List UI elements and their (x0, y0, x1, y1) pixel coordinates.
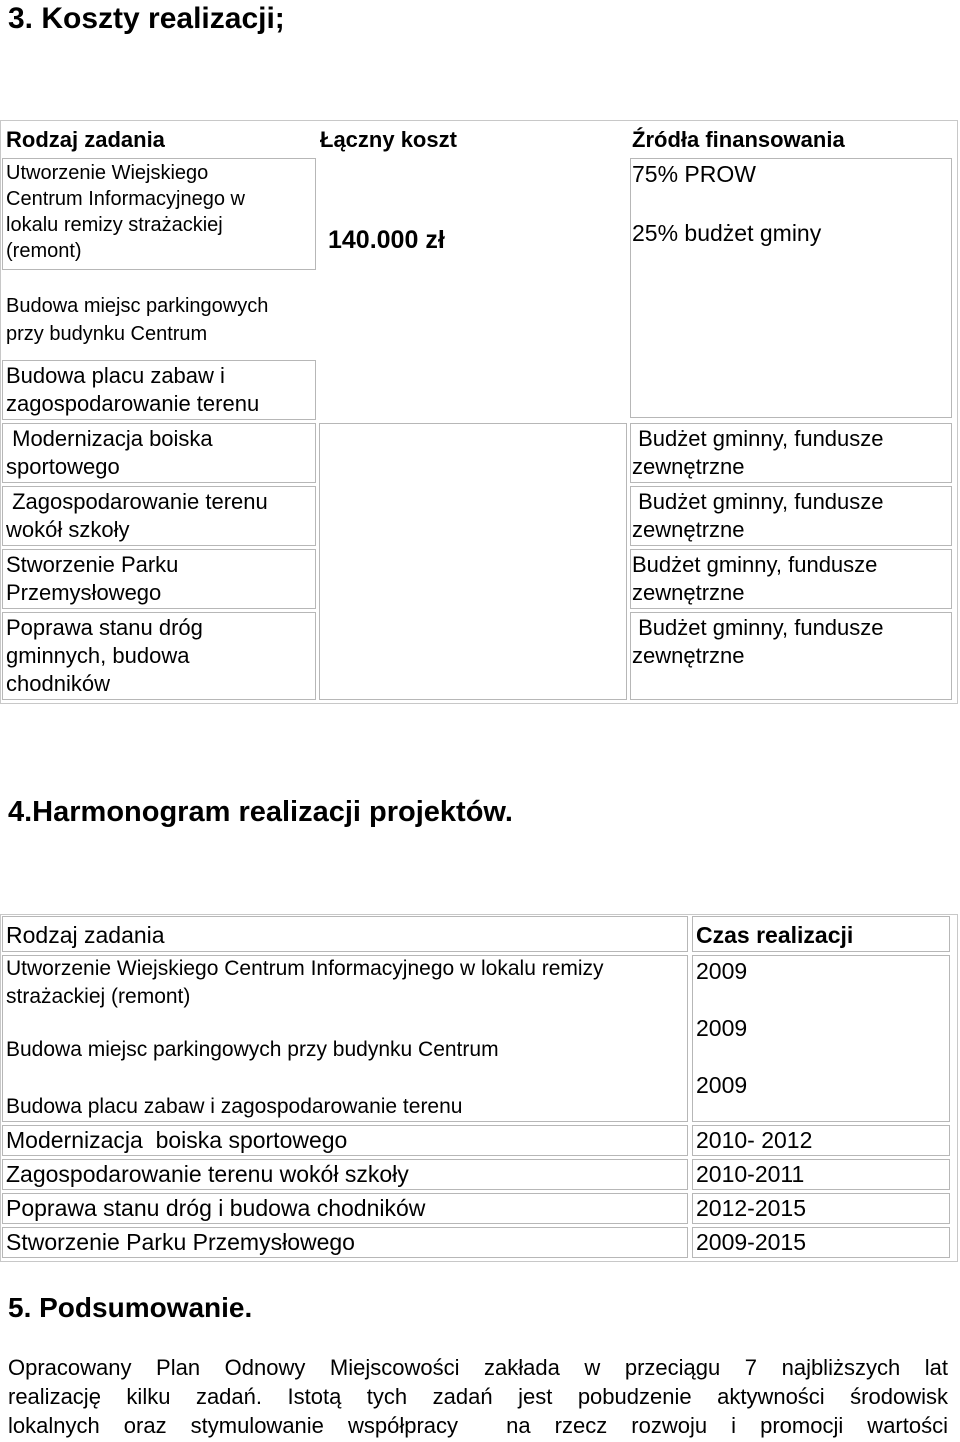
summary-line: Opracowany Plan Odnowy Miejscowości zakłada w przeciągu 7 najbliższych lat (8, 1355, 948, 1380)
section-4-title: 4.Harmonogram realizacji projektów. (8, 796, 513, 828)
schedule-time-text: 2009 (696, 1072, 748, 1098)
task-text: Zagospodarowanie terenu wokół szkoły (6, 489, 268, 542)
schedule-time-text: 2009 (696, 1015, 748, 1041)
task-text: Budowa miejsc parkingowych przy budynku Centrum (6, 295, 269, 345)
header-task: Rodzaj zadania (6, 127, 165, 152)
task-text: Budowa placu zabaw i zagospodarowanie terenu (6, 363, 260, 416)
schedule-time-text: 2009 (696, 958, 748, 984)
source-merged-cell (630, 158, 952, 418)
schedule-task-text: Zagospodarowanie terenu wokół szkoły (6, 1161, 409, 1187)
header-source: Źródła finansowania (632, 127, 845, 152)
section-3-title: 3. Koszty realizacji; (8, 2, 285, 35)
schedule-task-text: Budowa miejsc parkingowych przy budynku Centrum (6, 1038, 499, 1061)
schedule-time-text: 2010-2011 (696, 1161, 805, 1187)
task-text: Modernizacja boiska sportowego (6, 426, 213, 479)
cost-empty-cell (319, 423, 627, 700)
schedule-time-text: 2009-2015 (696, 1229, 806, 1255)
total-cost-value: 140.000 zł (328, 226, 445, 254)
task-text: Poprawa stanu dróg gminnych, budowa chodników (6, 615, 203, 696)
source-budget: 25% budżet gminy (632, 220, 822, 246)
source-text: Budżet gminny, fundusze zewnętrzne (632, 426, 884, 479)
schedule-task-text: Stworzenie Parku Przemysłowego (6, 1229, 355, 1255)
schedule-time-text: 2012-2015 (696, 1195, 806, 1221)
schedule-header-task: Rodzaj zadania (6, 922, 165, 948)
header-cost: Łączny koszt (320, 127, 457, 152)
source-text: Budżet gminny, fundusze zewnętrzne (632, 552, 878, 605)
schedule-task-text: Utworzenie Wiejskiego Centrum Informacyjnego w lokalu remizy strażackiej (remont) (6, 957, 604, 1008)
schedule-task-text: Poprawa stanu dróg i budowa chodników (6, 1195, 426, 1221)
source-text: Budżet gminny, fundusze zewnętrzne (632, 615, 884, 668)
schedule-time-text: 2010- 2012 (696, 1127, 813, 1153)
source-prow: 75% PROW (632, 161, 756, 187)
cost-merged-cell (319, 158, 627, 418)
schedule-header-time: Czas realizacji (696, 922, 854, 948)
task-text: Stworzenie Parku Przemysłowego (6, 552, 179, 605)
schedule-task-text: Budowa placu zabaw i zagospodarowanie terenu (6, 1095, 463, 1118)
task-text: Utworzenie Wiejskiego Centrum Informacyjnego w lokalu remizy strażackiej (remont) (6, 162, 245, 262)
summary-line: realizację kilku zadań. Istotą tych zadań jest pobudzenie aktywności środowisk (8, 1384, 948, 1409)
source-text: Budżet gminny, fundusze zewnętrzne (632, 489, 884, 542)
summary-line: lokalnych oraz stymulowanie współpracy na rzecz rozwoju i promocji wartości (8, 1413, 948, 1438)
schedule-task-text: Modernizacja boiska sportowego (6, 1127, 348, 1153)
section-5-title: 5. Podsumowanie. (8, 1292, 253, 1323)
